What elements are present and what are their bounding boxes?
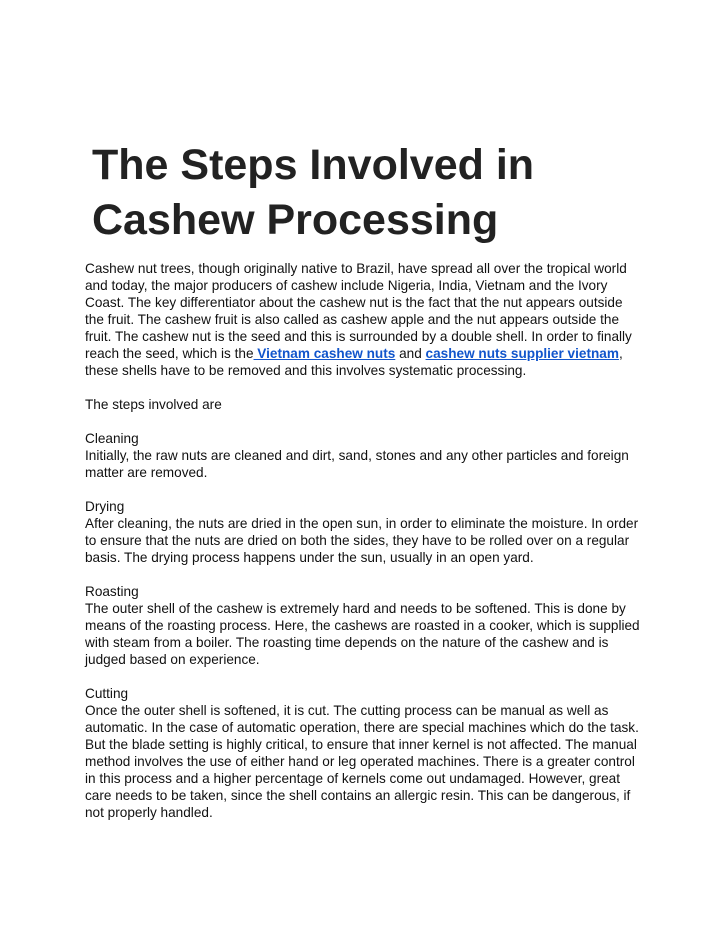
intro-paragraph	[85, 260, 645, 379]
section-cutting	[85, 685, 645, 821]
cashew-supplier-link[interactable]: cashew nuts supplier vietnam	[425, 346, 619, 361]
page-title: The Steps Involved in Cashew Processing	[92, 141, 535, 244]
section-heading-cleaning: Cleaning	[85, 431, 139, 446]
section-heading-roasting: Roasting	[85, 584, 139, 599]
intro-text-3: , these shells have to be removed and this involves systematic processing.	[85, 346, 623, 378]
section-cleaning	[85, 430, 645, 481]
section-body-drying: After cleaning, the nuts are dried in the open sun, in order to eliminate the moisture. In order to ensure that the nuts are dried on both the sides, they have to be rolled over on a regular basis. The drying process happens under the sun, usually in an open yard.	[85, 516, 639, 565]
section-roasting	[85, 583, 645, 668]
section-heading-cutting: Cutting	[85, 686, 129, 701]
section-body-cleaning: Initially, the raw nuts are cleaned and dirt, sand, stones and any other particles and foreign matter are removed.	[85, 448, 629, 480]
section-heading-drying: Drying	[85, 499, 125, 514]
section-drying	[85, 498, 645, 566]
intro-text-2: and	[395, 346, 426, 361]
steps-intro: The steps involved are	[85, 397, 222, 412]
section-body-roasting: The outer shell of the cashew is extremely hard and needs to be softened. This is done by means of the roasting process. Here, the cashews are roasted in a cooker, which is supplied with steam from a boiler. The roasting time depends on the nature of the cashew and is judged based on experience.	[85, 601, 640, 667]
document-body	[85, 260, 645, 838]
vietnam-cashew-nuts-link[interactable]: Vietnam cashew nuts	[253, 346, 396, 361]
intro-text-1: Cashew nut trees, though originally native to Brazil, have spread all over the tropical world and today, the major producers of cashew include Nigeria, India, Vietnam and the Ivory Coast. The key differentiator about the cashew nut is the fact that the nut appears outside the fruit. The cashew fruit is also called as cashew apple and the nut appears outside the fruit. The cashew nut is the seed and this is surrounded by a double shell. In order to finally reach the seed, which is the	[85, 261, 632, 361]
section-body-cutting: Once the outer shell is softened, it is cut. The cutting process can be manual as well as automatic. In the case of automatic operation, there are special machines which do the task. But the blade setting is highly critical, to ensure that inner kernel is not affected. The manual method involves the use of either hand or leg operated machines. There is a greater control in this process and a higher percentage of kernels come out undamaged. However, great care needs to be taken, since the shell contains an allergic resin. This can be dangerous, if not properly handled.	[85, 703, 639, 820]
